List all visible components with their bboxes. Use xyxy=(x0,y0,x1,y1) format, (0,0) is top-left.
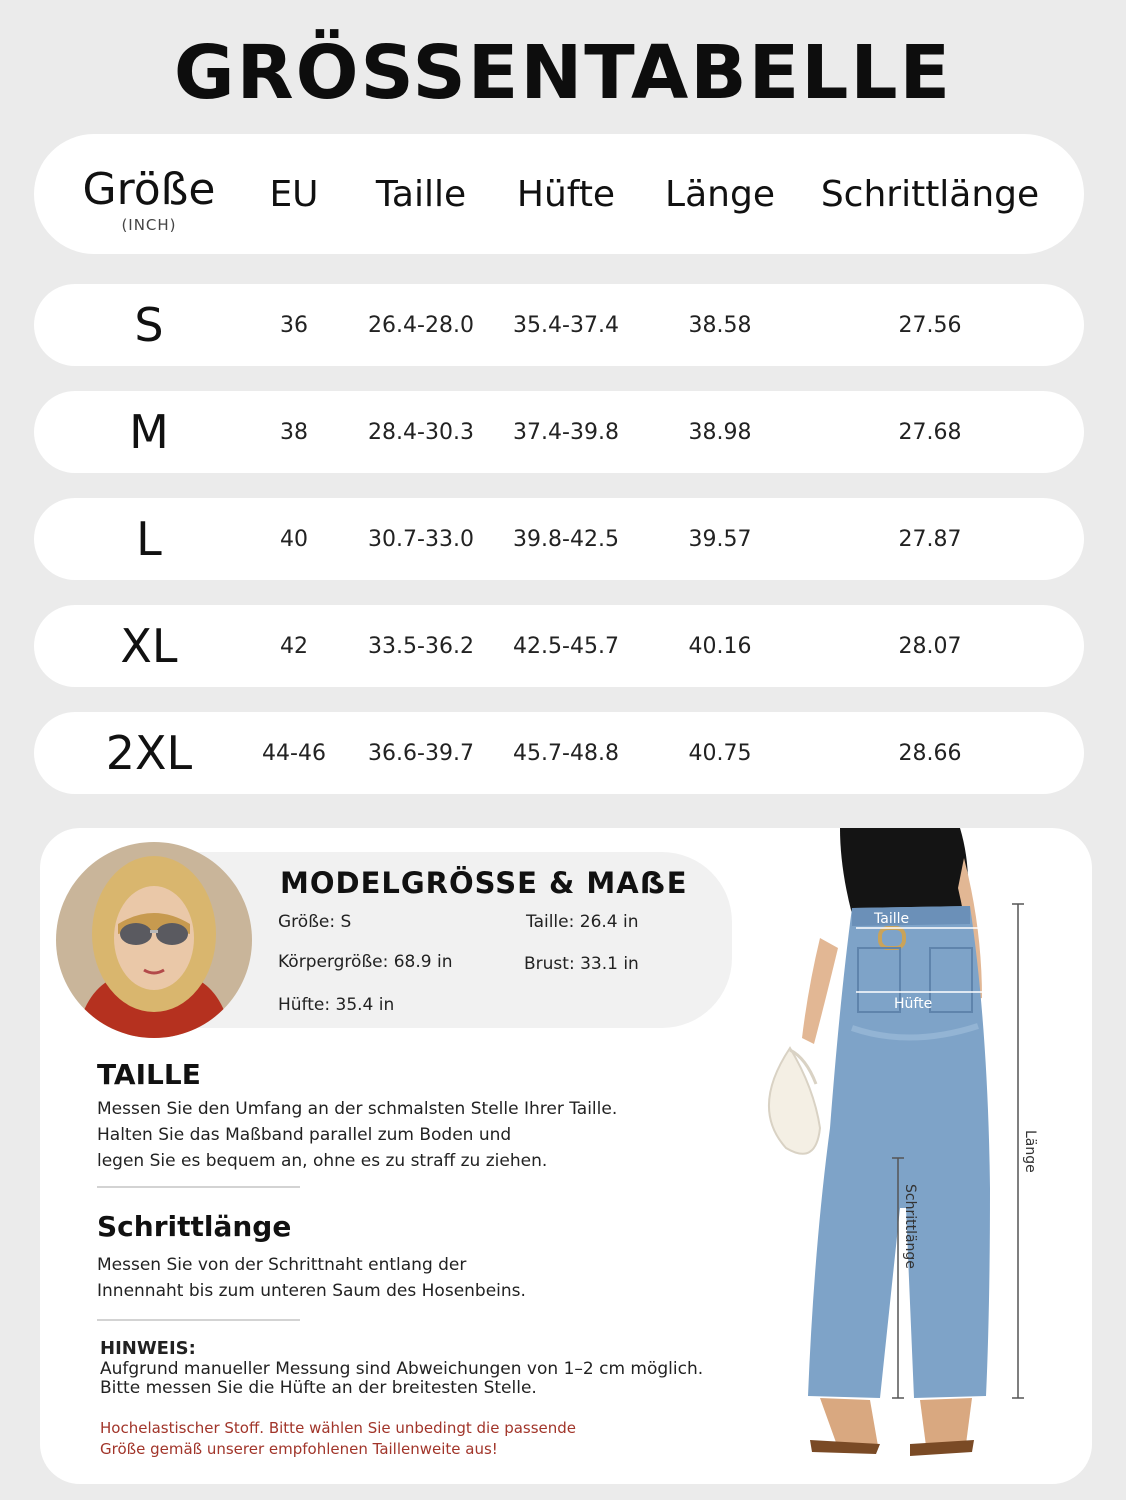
eu-cell: 38 xyxy=(280,419,308,445)
eu-cell: 36 xyxy=(280,312,308,338)
waist-body-line: Messen Sie den Umfang an der schmalsten Stelle Ihrer Taille. xyxy=(97,1099,618,1119)
divider xyxy=(97,1186,300,1188)
table-row xyxy=(34,605,1084,687)
waist-cell: 30.7-33.0 xyxy=(368,526,474,552)
header-inseam: Schrittlänge xyxy=(820,173,1040,215)
hip-cell: 35.4-37.4 xyxy=(513,312,619,338)
eu-cell: 44-46 xyxy=(262,740,326,766)
size-cell: XL xyxy=(120,619,178,673)
length-cell: 38.58 xyxy=(688,312,752,338)
hint-body xyxy=(100,1360,780,1398)
fit-note xyxy=(100,1418,660,1460)
length-cell: 39.57 xyxy=(688,526,752,552)
inseam-section-title: Schrittlänge xyxy=(97,1210,292,1243)
table-row xyxy=(34,498,1084,580)
page-title: GRÖSSENTABELLE xyxy=(173,30,953,116)
hip-cell: 42.5-45.7 xyxy=(513,633,619,659)
hip-cell: 37.4-39.8 xyxy=(513,419,619,445)
header-hip: Hüfte xyxy=(516,173,616,215)
size-cell: M xyxy=(129,405,169,459)
header-size xyxy=(74,134,224,254)
waist-body-line: Halten Sie das Maßband parallel zum Boden und xyxy=(97,1125,512,1145)
measurement-guide-panel xyxy=(40,828,1092,1484)
waist-section-title: TAILLE xyxy=(97,1058,201,1091)
inseam-cell: 28.07 xyxy=(898,633,962,659)
jeans-model-figure xyxy=(760,828,1092,1484)
inseam-section-body xyxy=(97,1252,697,1304)
length-cell: 40.75 xyxy=(688,740,752,766)
table-header xyxy=(34,134,1084,254)
header-waist: Taille xyxy=(375,173,467,215)
figure-waist-label: Taille xyxy=(874,911,910,927)
inseam-cell: 27.56 xyxy=(898,312,962,338)
inseam-cell: 27.68 xyxy=(898,419,962,445)
waist-cell: 26.4-28.0 xyxy=(368,312,474,338)
table-row xyxy=(34,284,1084,366)
size-cell: L xyxy=(136,512,162,566)
hint-line: Bitte messen Sie die Hüfte an der breitesten Stelle. xyxy=(100,1378,537,1398)
header-size-unit: (INCH) xyxy=(121,216,177,234)
hip-cell: 39.8-42.5 xyxy=(513,526,619,552)
inseam-body-line: Innennaht bis zum unteren Saum des Hosenbeins. xyxy=(97,1281,526,1301)
eu-cell: 42 xyxy=(280,633,308,659)
length-cell: 40.16 xyxy=(688,633,752,659)
hip-cell: 45.7-48.8 xyxy=(513,740,619,766)
size-cell: S xyxy=(134,298,164,352)
divider xyxy=(97,1319,300,1321)
length-cell: 38.98 xyxy=(688,419,752,445)
fit-note-line: Hochelastischer Stoff. Bitte wählen Sie unbedingt die passende xyxy=(100,1419,577,1437)
inseam-cell: 28.66 xyxy=(898,740,962,766)
figure-hip-label: Hüfte xyxy=(894,996,933,1012)
figure-length-label: Länge xyxy=(1022,1130,1038,1173)
model-bust: Brust: 33.1 in xyxy=(524,954,639,974)
header-length: Länge xyxy=(665,173,775,215)
model-size: Größe: S xyxy=(278,912,352,932)
fit-note-line: Größe gemäß unserer empfohlenen Taillenweite aus! xyxy=(100,1440,498,1458)
waist-body-line: legen Sie es bequem an, ohne es zu straff zu ziehen. xyxy=(97,1151,548,1171)
model-title: MODELGRÖSSE & MAẞE xyxy=(280,866,688,900)
hint-line: Aufgrund manueller Messung sind Abweichungen von 1–2 cm möglich. xyxy=(100,1359,704,1379)
eu-cell: 40 xyxy=(280,526,308,552)
size-cell: 2XL xyxy=(105,726,193,780)
waist-section-body xyxy=(97,1096,697,1174)
model-avatar xyxy=(56,842,252,1038)
table-row xyxy=(34,712,1084,794)
hint-title: HINWEIS: xyxy=(100,1338,196,1359)
model-height: Körpergröße: 68.9 in xyxy=(278,952,453,972)
inseam-body-line: Messen Sie von der Schrittnaht entlang der xyxy=(97,1255,467,1275)
table-row xyxy=(34,391,1084,473)
waist-cell: 36.6-39.7 xyxy=(368,740,474,766)
figure-inseam-label: Schrittlänge xyxy=(902,1184,918,1269)
model-waist: Taille: 26.4 in xyxy=(526,912,639,932)
waist-cell: 28.4-30.3 xyxy=(368,419,474,445)
inseam-cell: 27.87 xyxy=(898,526,962,552)
header-eu: EU xyxy=(269,173,319,215)
waist-cell: 33.5-36.2 xyxy=(368,633,474,659)
model-hip: Hüfte: 35.4 in xyxy=(278,995,395,1015)
header-size-label: Größe xyxy=(82,164,216,215)
